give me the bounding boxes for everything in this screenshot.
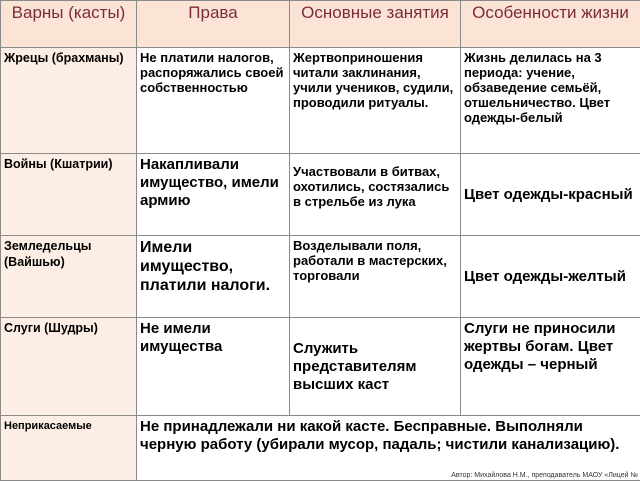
occupations-cell: Возделывали поля, работали в мастерских, торговали xyxy=(290,236,461,318)
untouchables-cell: Не принадлежали ни какой касте. Бесправные. Выполняли черную работу (убирали мусор, падаль; чистили канализацию). xyxy=(137,416,640,481)
features-cell: Слуги не приносили жертвы богам. Цвет одежды – черный xyxy=(461,318,640,416)
varna-name: Жрецы (брахманы) xyxy=(1,48,137,154)
header-occupations: Основные занятия xyxy=(290,1,461,48)
rights-cell: Не платили налогов, распоряжались своей собственностью xyxy=(137,48,290,154)
features-cell: Цвет одежды-желтый xyxy=(461,236,640,318)
varna-name: Земледельцы (Вайшью) xyxy=(1,236,137,318)
table-row xyxy=(1,236,640,318)
header-features: Особенности жизни xyxy=(461,1,640,48)
rights-cell: Накапливали имущество, имели армию xyxy=(137,154,290,236)
header-varna: Варны (касты) xyxy=(1,1,137,48)
table-row xyxy=(1,318,640,416)
author-note: Автор: Михайлова Н.М., преподаватель МАОУ «Лицей № xyxy=(451,472,638,480)
occupations-cell: Служить представителям высших каст xyxy=(290,318,461,416)
features-cell: Цвет одежды-красный xyxy=(461,154,640,236)
features-cell: Жизнь делилась на 3 периода: учение, обзаведение семьёй, отшельничество. Цвет одежды-белый xyxy=(461,48,640,154)
rights-cell: Имели имущество, платили налоги. xyxy=(137,236,290,318)
occupations-cell: Участвовали в битвах, охотились, состязались в стрельбе из лука xyxy=(290,154,461,236)
table-row xyxy=(1,416,640,481)
varna-name: Войны (Кшатрии) xyxy=(1,154,137,236)
table-row xyxy=(1,48,640,154)
occupations-cell: Жертвоприношения читали заклинания, учили учеников, судили, проводили ритуалы. xyxy=(290,48,461,154)
table-row xyxy=(1,154,640,236)
rights-cell: Не имели имущества xyxy=(137,318,290,416)
varna-name: Неприкасаемые xyxy=(1,416,137,481)
header-row xyxy=(1,1,640,48)
varna-name: Слуги (Шудры) xyxy=(1,318,137,416)
header-rights: Права xyxy=(137,1,290,48)
